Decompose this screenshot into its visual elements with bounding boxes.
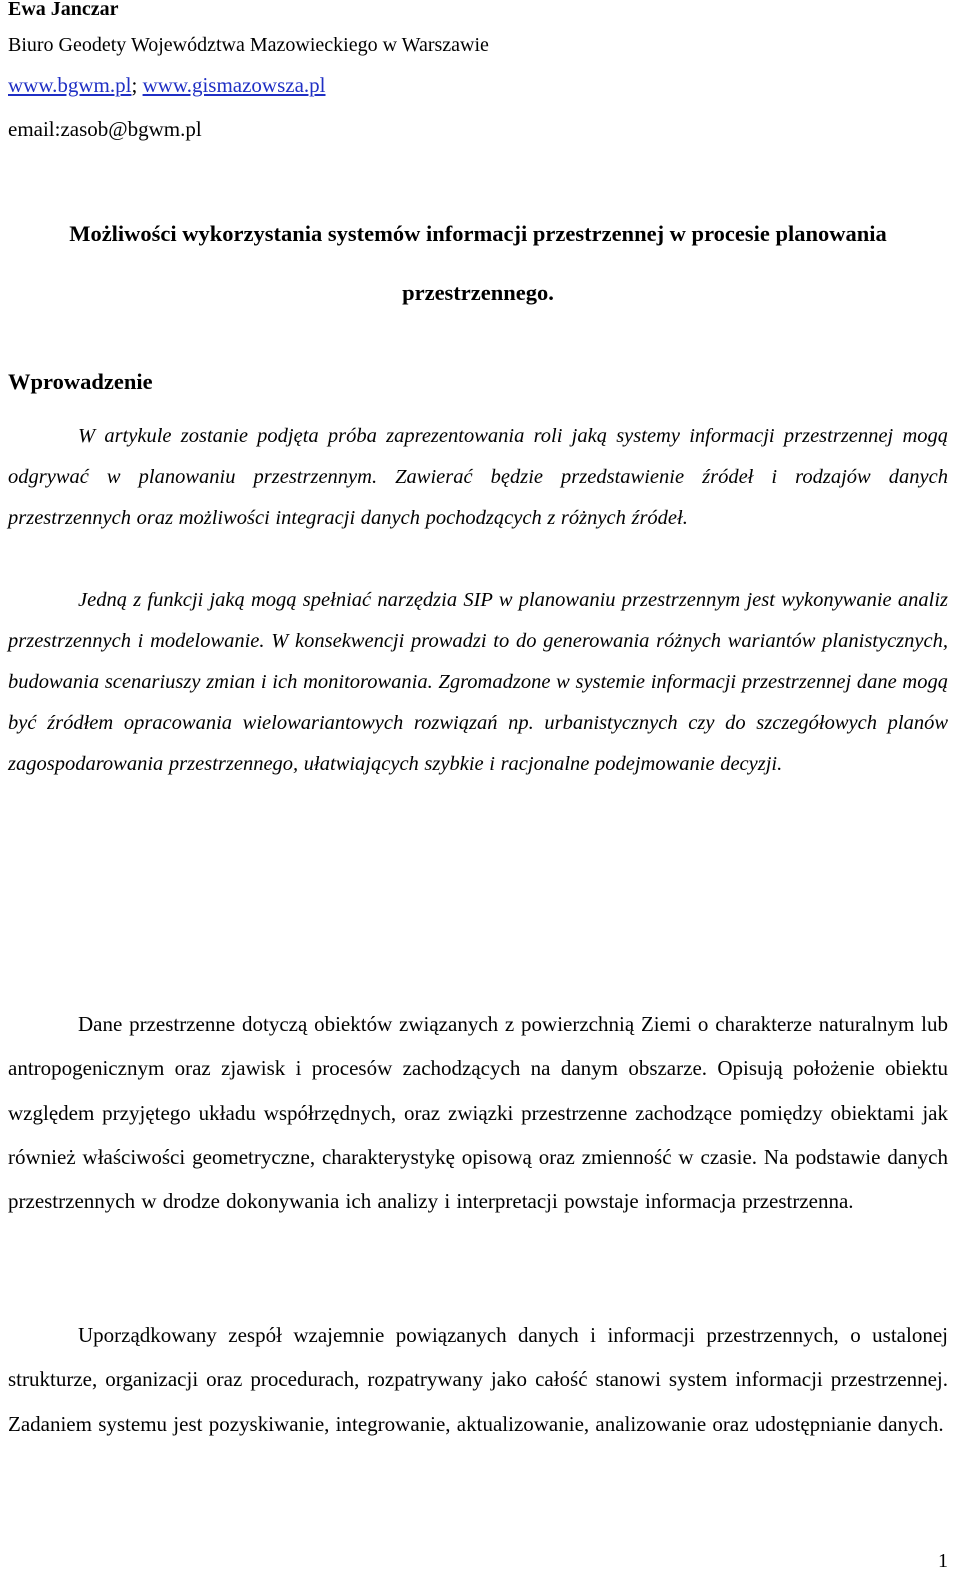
organization-name: Biuro Geodety Województwa Mazowieckiego w Warszawie xyxy=(8,34,489,56)
page-number: 1 xyxy=(938,1550,948,1572)
section-heading: Wprowadzenie xyxy=(8,369,153,394)
author-name: Ewa Janczar xyxy=(8,0,119,20)
body-paragraph-2: Uporządkowany zespół wzajemnie powiązanych danych i informacji przestrzennych, o ustalonej strukturze, organizacji oraz procedurach, rozpatrywany jako całość stanowi system informacji przestrzennej. Zadaniem systemu jest pozyskiwanie, integrowanie, aktualizowanie, analizowanie oraz udostępnianie danych. xyxy=(8,1323,948,1436)
intro-paragraph-1: W artykule zostanie podjęta próba zaprezentowania roli jaką systemy informacji przestrzennej mogą odgrywać w planowaniu przestrzennym. Zawierać będzie przedstawienie źródeł i rodzajów danych przestrzennych oraz możliwości integracji danych pochodzących z różnych źródeł. xyxy=(8,425,948,529)
website-links xyxy=(8,72,948,98)
article-title-line-1: Możliwości wykorzystania systemów informacji przestrzennej w procesie planowania xyxy=(69,221,887,246)
link-gismazowsza[interactable]: www.gismazowsza.pl xyxy=(142,73,326,97)
email-address: email:zasob@bgwm.pl xyxy=(8,117,202,141)
intro-paragraph-2: Jedną z funkcji jaką mogą spełniać narzędzia SIP w planowaniu przestrzennym jest wykonywanie analiz przestrzennych i modelowanie. W konsekwencji prowadzi to do generowania różnych wariantów planistycznych, budowania scenariuszy zmian i ich monitorowania. Zgromadzone w systemie informacji przestrzennej dane mogą być źródłem opracowania wielowariantowych rozwiązań np. urbanistycznych czy do szczegółowych planów zagospodarowania przestrzennego, ułatwiających szybkie i racjonalne podejmowanie decyzji. xyxy=(8,589,948,775)
link-bgwm[interactable]: www.bgwm.pl xyxy=(8,73,132,97)
body-paragraph-1: Dane przestrzenne dotyczą obiektów związanych z powierzchnią Ziemi o charakterze naturalnym lub antropogenicznym oraz zjawisk i procesów zachodzących na danym obszarze. Opisują położenie obiektu względem przyjętego układu współrzędnych, oraz związki przestrzenne zachodzące pomiędzy obiektami jak również właściwości geometryczne, charakterystykę opisową oraz zmienność w czasie. Na podstawie danych przestrzennych w drodze dokonywania ich analizy i interpretacji powstaje informacja przestrzenna. xyxy=(8,1012,948,1214)
article-title-line-2: przestrzennego. xyxy=(402,280,554,305)
link-separator: ; xyxy=(131,73,143,97)
